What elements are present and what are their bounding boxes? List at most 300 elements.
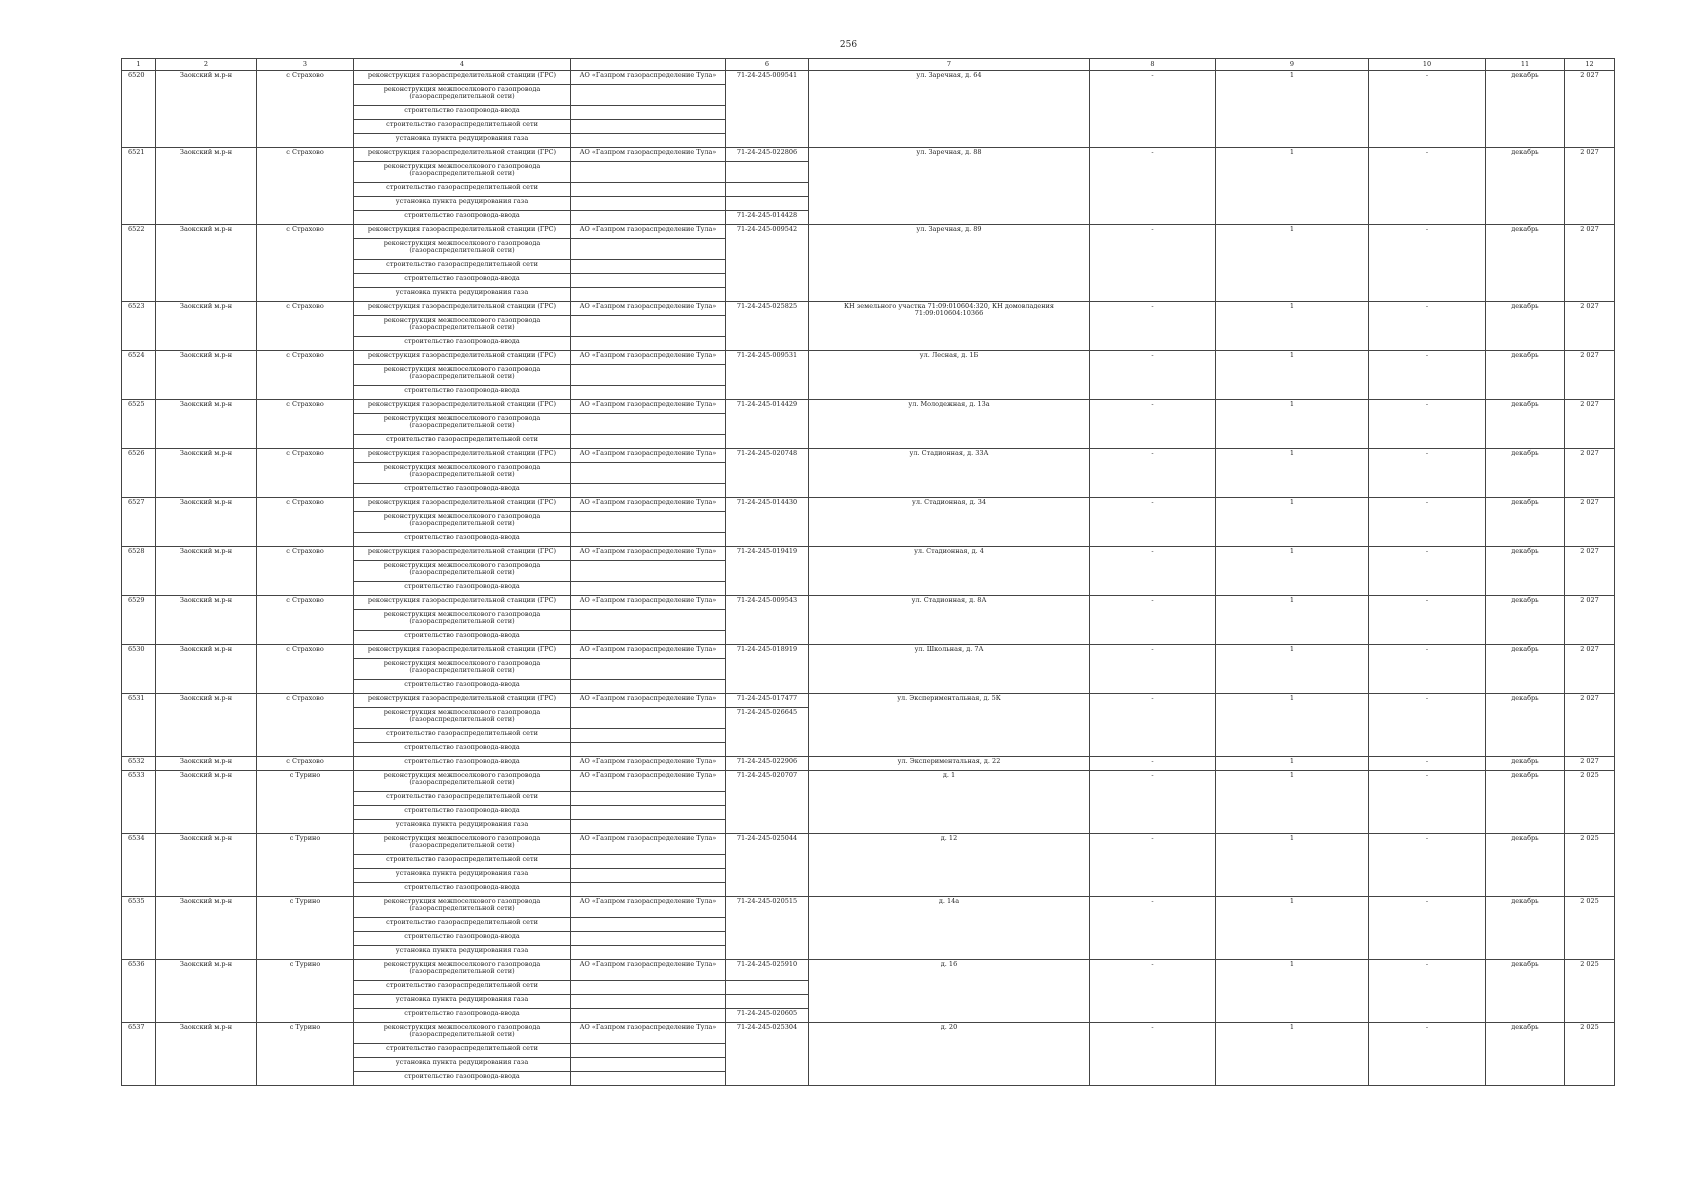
row-number: 6525 <box>122 400 156 449</box>
col10-cell: - <box>1369 757 1486 771</box>
work-type-cell: строительство газораспределительной сети <box>354 1044 571 1058</box>
district-cell: Заокский м.р-н <box>156 771 257 834</box>
year-cell: 2 027 <box>1565 645 1615 694</box>
application-code-cell: 71-24-245-026645 <box>726 708 809 757</box>
table-body <box>122 59 1615 1086</box>
row-number: 6523 <box>122 302 156 351</box>
col10-cell: - <box>1369 148 1486 225</box>
month-cell: декабрь <box>1486 547 1565 596</box>
work-type-cell: строительство газопровода-ввода <box>354 484 571 498</box>
month-cell: декабрь <box>1486 694 1565 757</box>
work-type-cell: реконструкция межпоселкового газопровода (газораспределительной сети) <box>354 610 571 631</box>
organization-cell <box>571 211 726 225</box>
row-number: 6532 <box>122 757 156 771</box>
work-type-cell: установка пункта редуцирования газа <box>354 946 571 960</box>
settlement-cell: с Страхово <box>257 148 354 225</box>
col8-cell: - <box>1090 449 1216 498</box>
year-cell: 2 027 <box>1565 757 1615 771</box>
col9-cell: 1 <box>1216 757 1369 771</box>
table-row <box>122 449 1615 463</box>
work-type-cell: реконструкция газораспределительной станции (ГРС) <box>354 694 571 708</box>
row-number: 6537 <box>122 1023 156 1086</box>
organization-cell: АО «Газпром газораспределение Тула» <box>571 1023 726 1044</box>
work-type-cell: строительство газопровода-ввода <box>354 932 571 946</box>
application-code-cell: 71-24-245-009541 <box>726 71 809 148</box>
organization-cell <box>571 680 726 694</box>
work-type-cell: реконструкция межпоселкового газопровода (газораспределительной сети) <box>354 960 571 981</box>
row-number: 6535 <box>122 897 156 960</box>
work-type-cell: строительство газопровода-ввода <box>354 106 571 120</box>
district-cell: Заокский м.р-н <box>156 148 257 225</box>
address-cell: д. 12 <box>809 834 1090 897</box>
work-type-cell: строительство газопровода-ввода <box>354 743 571 757</box>
address-cell: ул. Школьная, д. 7А <box>809 645 1090 694</box>
district-cell: Заокский м.р-н <box>156 400 257 449</box>
settlement-cell: с Страхово <box>257 71 354 148</box>
year-cell: 2 027 <box>1565 547 1615 596</box>
col9-cell: 1 <box>1216 449 1369 498</box>
application-code-cell <box>726 995 809 1009</box>
organization-cell <box>571 316 726 337</box>
month-cell: декабрь <box>1486 351 1565 400</box>
district-cell: Заокский м.р-н <box>156 302 257 351</box>
organization-cell <box>571 512 726 533</box>
work-type-cell: строительство газопровода-ввода <box>354 386 571 400</box>
col8-cell: - <box>1090 771 1216 834</box>
work-type-cell: реконструкция газораспределительной станции (ГРС) <box>354 302 571 316</box>
year-cell: 2 025 <box>1565 960 1615 1023</box>
application-code-cell <box>726 981 809 995</box>
organization-cell <box>571 946 726 960</box>
work-type-cell: реконструкция межпоселкового газопровода (газораспределительной сети) <box>354 414 571 435</box>
month-cell: декабрь <box>1486 1023 1565 1086</box>
table-row <box>122 400 1615 414</box>
work-type-cell: реконструкция газораспределительной станции (ГРС) <box>354 148 571 162</box>
year-cell: 2 027 <box>1565 596 1615 645</box>
work-type-cell: строительство газораспределительной сети <box>354 183 571 197</box>
header-cell-8: 8 <box>1090 59 1216 71</box>
month-cell: декабрь <box>1486 71 1565 148</box>
organization-cell <box>571 792 726 806</box>
settlement-cell: с Турино <box>257 771 354 834</box>
settlement-cell: с Страхово <box>257 547 354 596</box>
page-number: 256 <box>839 40 858 50</box>
work-type-cell: строительство газопровода-ввода <box>354 631 571 645</box>
header-row <box>122 59 1615 71</box>
application-code-cell: 71-24-245-014428 <box>726 211 809 225</box>
organization-cell <box>571 1058 726 1072</box>
col9-cell: 1 <box>1216 148 1369 225</box>
col10-cell: - <box>1369 547 1486 596</box>
organization-cell: АО «Газпром газораспределение Тула» <box>571 771 726 792</box>
application-code-cell <box>726 162 809 183</box>
header-cell-12: 12 <box>1565 59 1615 71</box>
year-cell: 2 025 <box>1565 1023 1615 1086</box>
address-cell: д. 16 <box>809 960 1090 1023</box>
work-type-cell: установка пункта редуцирования газа <box>354 820 571 834</box>
month-cell: декабрь <box>1486 596 1565 645</box>
col9-cell: 1 <box>1216 225 1369 302</box>
organization-cell <box>571 197 726 211</box>
row-number: 6529 <box>122 596 156 645</box>
col9-cell: 1 <box>1216 71 1369 148</box>
col8-cell: - <box>1090 400 1216 449</box>
col8-cell: - <box>1090 960 1216 1023</box>
col10-cell: - <box>1369 834 1486 897</box>
col8-cell: - <box>1090 694 1216 757</box>
organization-cell <box>571 337 726 351</box>
work-type-cell: строительство газопровода-ввода <box>354 680 571 694</box>
organization-cell <box>571 533 726 547</box>
settlement-cell: с Турино <box>257 960 354 1023</box>
row-number: 6536 <box>122 960 156 1023</box>
organization-cell <box>571 1009 726 1023</box>
work-type-cell: реконструкция межпоселкового газопровода (газораспределительной сети) <box>354 708 571 729</box>
district-cell: Заокский м.р-н <box>156 351 257 400</box>
organization-cell <box>571 729 726 743</box>
row-number: 6526 <box>122 449 156 498</box>
work-type-cell: реконструкция газораспределительной станции (ГРС) <box>354 498 571 512</box>
application-code-cell: 71-24-245-025304 <box>726 1023 809 1086</box>
address-cell: ул. Заречная, д. 88 <box>809 148 1090 225</box>
work-type-cell: строительство газопровода-ввода <box>354 1072 571 1086</box>
year-cell: 2 027 <box>1565 148 1615 225</box>
year-cell: 2 027 <box>1565 225 1615 302</box>
header-cell-10: 10 <box>1369 59 1486 71</box>
col8-cell: - <box>1090 71 1216 148</box>
col10-cell: - <box>1369 694 1486 757</box>
organization-cell <box>571 561 726 582</box>
district-cell: Заокский м.р-н <box>156 897 257 960</box>
organization-cell: АО «Газпром газораспределение Тула» <box>571 897 726 918</box>
work-type-cell: строительство газопровода-ввода <box>354 883 571 897</box>
organization-cell <box>571 995 726 1009</box>
organization-cell <box>571 414 726 435</box>
col9-cell: 1 <box>1216 834 1369 897</box>
table-row <box>122 351 1615 365</box>
work-type-cell: установка пункта редуцирования газа <box>354 995 571 1009</box>
district-cell: Заокский м.р-н <box>156 834 257 897</box>
header-cell-3: 3 <box>257 59 354 71</box>
header-cell-11: 11 <box>1486 59 1565 71</box>
table-row <box>122 757 1615 771</box>
work-type-cell: реконструкция межпоселкового газопровода (газораспределительной сети) <box>354 239 571 260</box>
year-cell: 2 027 <box>1565 71 1615 148</box>
month-cell: декабрь <box>1486 302 1565 351</box>
application-code-cell: 71-24-245-009542 <box>726 225 809 302</box>
col10-cell: - <box>1369 645 1486 694</box>
header-cell-4: 4 <box>354 59 571 71</box>
work-type-cell: строительство газопровода-ввода <box>354 757 571 771</box>
col10-cell: - <box>1369 1023 1486 1086</box>
organization-cell <box>571 883 726 897</box>
col10-cell: - <box>1369 302 1486 351</box>
address-cell: ул. Стадионная, д. 4 <box>809 547 1090 596</box>
year-cell: 2 027 <box>1565 498 1615 547</box>
organization-cell: АО «Газпром газораспределение Тула» <box>571 351 726 365</box>
work-type-cell: реконструкция межпоселкового газопровода (газораспределительной сети) <box>354 1023 571 1044</box>
address-cell: ул. Экспериментальная, д. 22 <box>809 757 1090 771</box>
organization-cell <box>571 183 726 197</box>
work-type-cell: реконструкция газораспределительной станции (ГРС) <box>354 351 571 365</box>
col9-cell: 1 <box>1216 400 1369 449</box>
organization-cell <box>571 708 726 729</box>
row-number: 6524 <box>122 351 156 400</box>
work-type-cell: реконструкция газораспределительной станции (ГРС) <box>354 596 571 610</box>
organization-cell <box>571 855 726 869</box>
settlement-cell: с Страхово <box>257 645 354 694</box>
col10-cell: - <box>1369 351 1486 400</box>
work-type-cell: реконструкция межпоселкового газопровода (газораспределительной сети) <box>354 463 571 484</box>
organization-cell: АО «Газпром газораспределение Тула» <box>571 596 726 610</box>
col10-cell: - <box>1369 449 1486 498</box>
organization-cell <box>571 582 726 596</box>
organization-cell <box>571 610 726 631</box>
organization-cell <box>571 288 726 302</box>
district-cell: Заокский м.р-н <box>156 645 257 694</box>
work-type-cell: строительство газораспределительной сети <box>354 435 571 449</box>
district-cell: Заокский м.р-н <box>156 498 257 547</box>
settlement-cell: с Страхово <box>257 400 354 449</box>
year-cell: 2 027 <box>1565 449 1615 498</box>
work-type-cell: строительство газопровода-ввода <box>354 1009 571 1023</box>
month-cell: декабрь <box>1486 449 1565 498</box>
work-type-cell: установка пункта редуцирования газа <box>354 197 571 211</box>
organization-cell: АО «Газпром газораспределение Тула» <box>571 547 726 561</box>
row-number: 6521 <box>122 148 156 225</box>
work-type-cell: строительство газораспределительной сети <box>354 792 571 806</box>
month-cell: декабрь <box>1486 498 1565 547</box>
month-cell: декабрь <box>1486 645 1565 694</box>
table-row <box>122 897 1615 918</box>
month-cell: декабрь <box>1486 225 1565 302</box>
organization-cell <box>571 743 726 757</box>
header-cell-7: 7 <box>809 59 1090 71</box>
table-row <box>122 694 1615 708</box>
district-cell: Заокский м.р-н <box>156 960 257 1023</box>
col9-cell: 1 <box>1216 596 1369 645</box>
address-cell: ул. Заречная, д. 89 <box>809 225 1090 302</box>
organization-cell: АО «Газпром газораспределение Тула» <box>571 498 726 512</box>
settlement-cell: с Турино <box>257 834 354 897</box>
organization-cell <box>571 435 726 449</box>
col10-cell: - <box>1369 771 1486 834</box>
work-type-cell: строительство газопровода-ввода <box>354 337 571 351</box>
work-type-cell: строительство газопровода-ввода <box>354 582 571 596</box>
work-type-cell: строительство газопровода-ввода <box>354 806 571 820</box>
col8-cell: - <box>1090 757 1216 771</box>
year-cell: 2 027 <box>1565 694 1615 757</box>
table-row <box>122 498 1615 512</box>
col9-cell: 1 <box>1216 302 1369 351</box>
col10-cell: - <box>1369 71 1486 148</box>
col9-cell: 1 <box>1216 498 1369 547</box>
row-number: 6531 <box>122 694 156 757</box>
month-cell: декабрь <box>1486 148 1565 225</box>
table-row <box>122 148 1615 162</box>
col8-cell: - <box>1090 645 1216 694</box>
application-code-cell: 71-24-245-019419 <box>726 547 809 596</box>
settlement-cell: с Страхово <box>257 302 354 351</box>
organization-cell: АО «Газпром газораспределение Тула» <box>571 694 726 708</box>
settlement-cell: с Страхово <box>257 351 354 400</box>
organization-cell: АО «Газпром газораспределение Тула» <box>571 400 726 414</box>
work-type-cell: строительство газопровода-ввода <box>354 274 571 288</box>
header-cell-1: 1 <box>122 59 156 71</box>
col9-cell: 1 <box>1216 1023 1369 1086</box>
application-code-cell: 71-24-245-020605 <box>726 1009 809 1023</box>
district-cell: Заокский м.р-н <box>156 1023 257 1086</box>
organization-cell <box>571 932 726 946</box>
month-cell: декабрь <box>1486 771 1565 834</box>
organization-cell <box>571 463 726 484</box>
organization-cell: АО «Газпром газораспределение Тула» <box>571 757 726 771</box>
table-row <box>122 645 1615 659</box>
table-row <box>122 834 1615 855</box>
district-cell: Заокский м.р-н <box>156 71 257 148</box>
work-type-cell: установка пункта редуцирования газа <box>354 288 571 302</box>
organization-cell <box>571 162 726 183</box>
organization-cell <box>571 659 726 680</box>
work-type-cell: реконструкция межпоселкового газопровода (газораспределительной сети) <box>354 897 571 918</box>
district-cell: Заокский м.р-н <box>156 757 257 771</box>
address-cell: ул. Молодежная, д. 13а <box>809 400 1090 449</box>
month-cell: декабрь <box>1486 400 1565 449</box>
col9-cell: 1 <box>1216 771 1369 834</box>
table-row <box>122 547 1615 561</box>
work-type-cell: реконструкция межпоселкового газопровода (газораспределительной сети) <box>354 316 571 337</box>
row-number: 6534 <box>122 834 156 897</box>
application-code-cell: 71-24-245-022906 <box>726 757 809 771</box>
row-number: 6533 <box>122 771 156 834</box>
organization-cell <box>571 260 726 274</box>
col8-cell: - <box>1090 834 1216 897</box>
district-cell: Заокский м.р-н <box>156 449 257 498</box>
application-code-cell: 71-24-245-020707 <box>726 771 809 834</box>
address-cell: ул. Заречная, д. 64 <box>809 71 1090 148</box>
organization-cell <box>571 820 726 834</box>
work-type-cell: реконструкция газораспределительной станции (ГРС) <box>354 547 571 561</box>
organization-cell: АО «Газпром газораспределение Тула» <box>571 449 726 463</box>
col8-cell: - <box>1090 1023 1216 1086</box>
application-code-cell: 71-24-245-017477 <box>726 694 809 708</box>
header-cell-6: 6 <box>726 59 809 71</box>
col9-cell: 1 <box>1216 694 1369 757</box>
work-type-cell: реконструкция газораспределительной станции (ГРС) <box>354 449 571 463</box>
organization-cell: АО «Газпром газораспределение Тула» <box>571 71 726 85</box>
address-cell: ул. Стадионная, д. 34 <box>809 498 1090 547</box>
work-type-cell: строительство газораспределительной сети <box>354 120 571 134</box>
work-type-cell: строительство газораспределительной сети <box>354 918 571 932</box>
district-cell: Заокский м.р-н <box>156 547 257 596</box>
work-type-cell: реконструкция газораспределительной станции (ГРС) <box>354 645 571 659</box>
organization-cell <box>571 106 726 120</box>
organization-cell <box>571 386 726 400</box>
organization-cell <box>571 1044 726 1058</box>
year-cell: 2 027 <box>1565 302 1615 351</box>
month-cell: декабрь <box>1486 960 1565 1023</box>
application-code-cell: 71-24-245-009531 <box>726 351 809 400</box>
col8-cell: - <box>1090 351 1216 400</box>
application-code-cell: 71-24-245-020748 <box>726 449 809 498</box>
settlement-cell: с Страхово <box>257 498 354 547</box>
year-cell: 2 025 <box>1565 834 1615 897</box>
work-type-cell: установка пункта редуцирования газа <box>354 1058 571 1072</box>
col9-cell: 1 <box>1216 645 1369 694</box>
month-cell: декабрь <box>1486 897 1565 960</box>
settlement-cell: с Страхово <box>257 449 354 498</box>
settlement-cell: с Страхово <box>257 694 354 757</box>
organization-cell <box>571 918 726 932</box>
year-cell: 2 025 <box>1565 897 1615 960</box>
col10-cell: - <box>1369 225 1486 302</box>
district-cell: Заокский м.р-н <box>156 694 257 757</box>
col8-cell: - <box>1090 225 1216 302</box>
organization-cell: АО «Газпром газораспределение Тула» <box>571 960 726 981</box>
year-cell: 2 027 <box>1565 351 1615 400</box>
settlement-cell: с Турино <box>257 897 354 960</box>
col8-cell: - <box>1090 302 1216 351</box>
works-table <box>121 58 1615 1086</box>
settlement-cell: с Страхово <box>257 757 354 771</box>
work-type-cell: реконструкция газораспределительной станции (ГРС) <box>354 225 571 239</box>
month-cell: декабрь <box>1486 834 1565 897</box>
col8-cell: - <box>1090 547 1216 596</box>
header-cell-9: 9 <box>1216 59 1369 71</box>
organization-cell <box>571 631 726 645</box>
table-row <box>122 225 1615 239</box>
work-type-cell: реконструкция межпоселкового газопровода (газораспределительной сети) <box>354 561 571 582</box>
organization-cell <box>571 120 726 134</box>
work-type-cell: реконструкция межпоселкового газопровода (газораспределительной сети) <box>354 85 571 106</box>
col8-cell: - <box>1090 596 1216 645</box>
table-row <box>122 960 1615 981</box>
col10-cell: - <box>1369 498 1486 547</box>
work-type-cell: строительство газопровода-ввода <box>354 533 571 547</box>
organization-cell <box>571 869 726 883</box>
row-number: 6530 <box>122 645 156 694</box>
application-code-cell: 71-24-245-022806 <box>726 148 809 162</box>
col8-cell: - <box>1090 897 1216 960</box>
organization-cell <box>571 365 726 386</box>
col9-cell: 1 <box>1216 897 1369 960</box>
col8-cell: - <box>1090 498 1216 547</box>
application-code-cell: 71-24-245-025825 <box>726 302 809 351</box>
col9-cell: 1 <box>1216 547 1369 596</box>
row-number: 6527 <box>122 498 156 547</box>
table-row <box>122 596 1615 610</box>
header-cell-2: 2 <box>156 59 257 71</box>
application-code-cell: 71-24-245-025910 <box>726 960 809 981</box>
address-cell: д. 14а <box>809 897 1090 960</box>
organization-cell <box>571 981 726 995</box>
row-number: 6520 <box>122 71 156 148</box>
application-code-cell: 71-24-245-009543 <box>726 596 809 645</box>
application-code-cell: 71-24-245-020515 <box>726 897 809 960</box>
work-type-cell: реконструкция межпоселкового газопровода (газораспределительной сети) <box>354 365 571 386</box>
col10-cell: - <box>1369 596 1486 645</box>
settlement-cell: с Турино <box>257 1023 354 1086</box>
organization-cell: АО «Газпром газораспределение Тула» <box>571 225 726 239</box>
work-type-cell: строительство газораспределительной сети <box>354 981 571 995</box>
organization-cell <box>571 484 726 498</box>
row-number: 6528 <box>122 547 156 596</box>
table-row <box>122 771 1615 792</box>
year-cell: 2 025 <box>1565 771 1615 834</box>
work-type-cell: строительство газораспределительной сети <box>354 260 571 274</box>
address-cell: ул. Экспериментальная, д. 5К <box>809 694 1090 757</box>
work-type-cell: строительство газораспределительной сети <box>354 729 571 743</box>
